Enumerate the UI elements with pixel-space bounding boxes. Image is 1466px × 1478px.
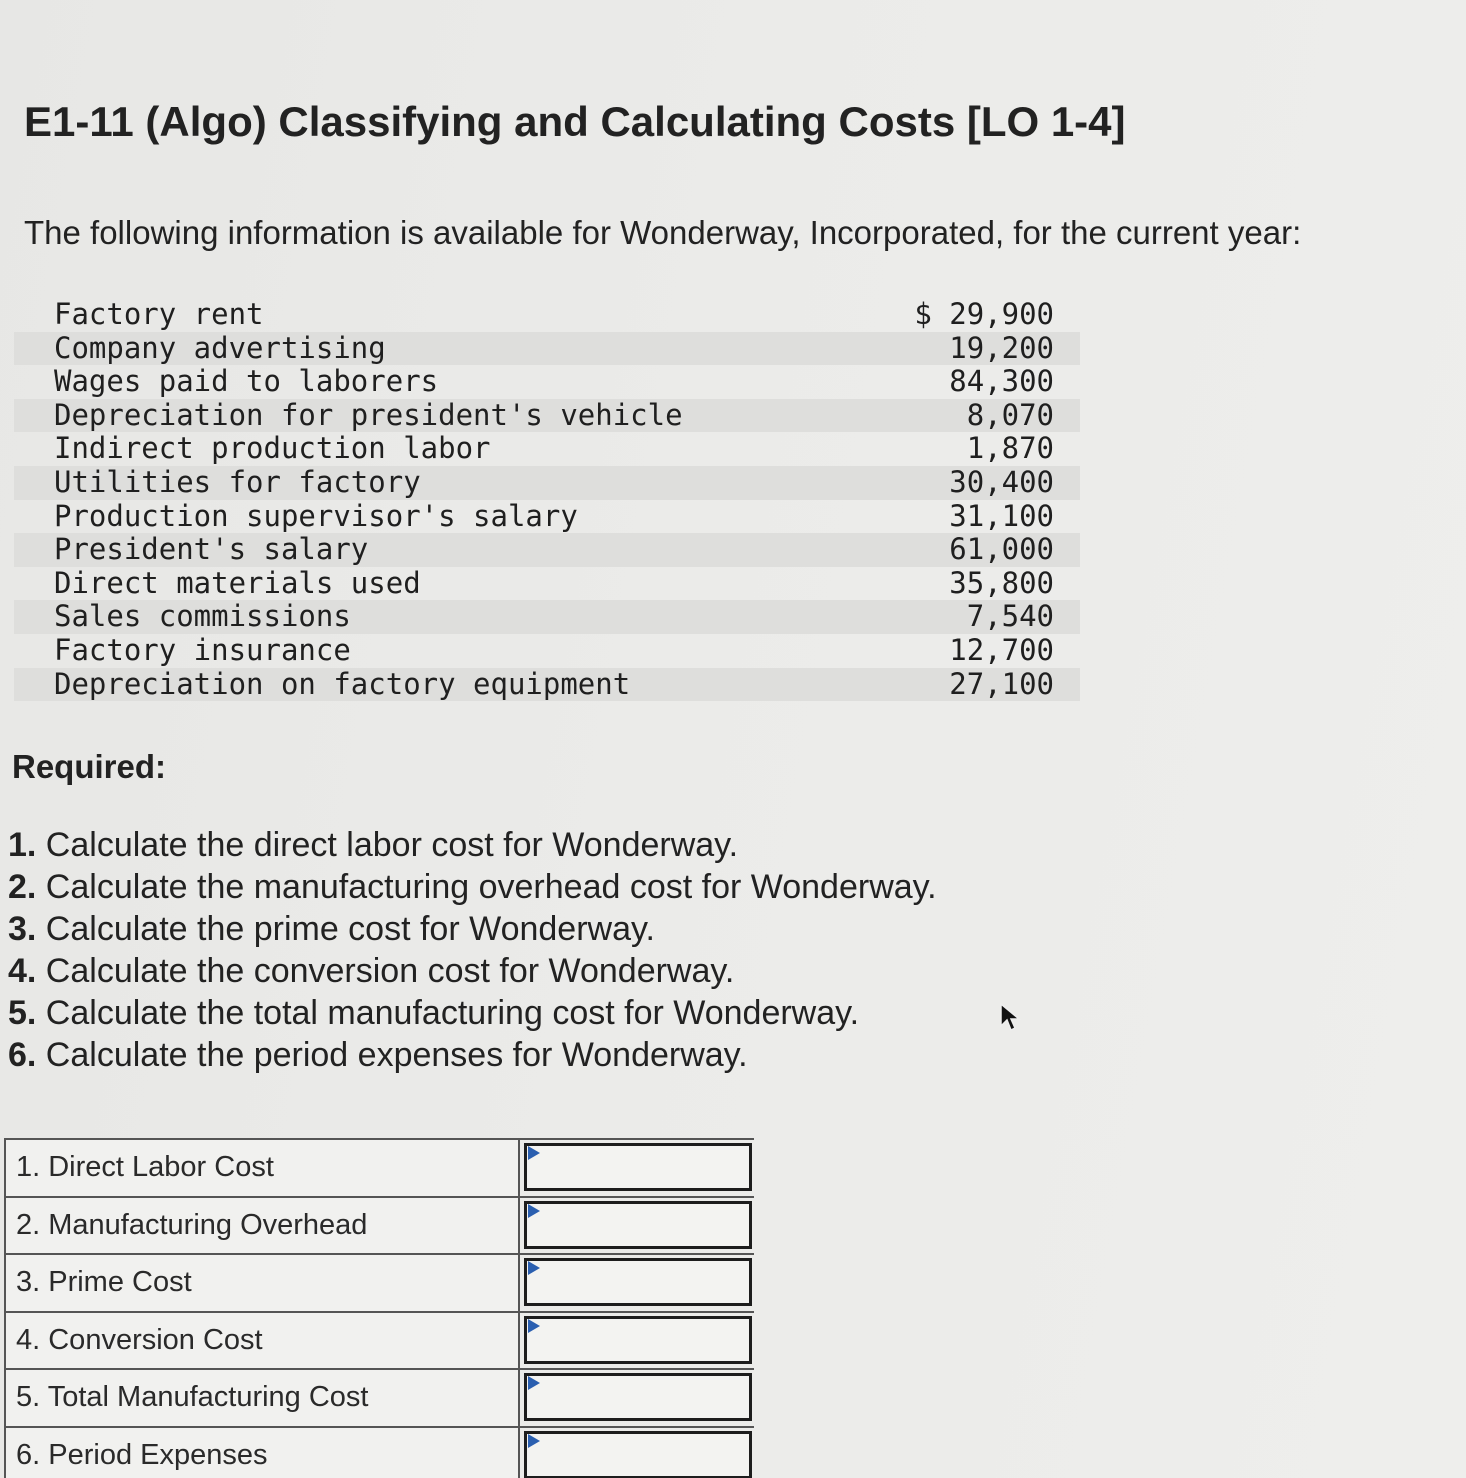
cost-amount: 12,700 xyxy=(949,632,1054,667)
cost-amount: $ 29,900 xyxy=(914,297,1054,331)
cost-amount: 35,800 xyxy=(949,565,1054,600)
cost-label: President's salary xyxy=(54,532,369,567)
answer-row-total-manufacturing-cost xyxy=(4,1370,754,1428)
answer-label: 1. Direct Labor Cost xyxy=(4,1140,520,1196)
cost-row xyxy=(14,668,1080,702)
requirement-text: Calculate the total manufacturing cost for Wonderway. xyxy=(36,994,860,1032)
answer-label: 5. Total Manufacturing Cost xyxy=(4,1370,520,1426)
answer-row-prime-cost xyxy=(4,1255,754,1313)
requirements-list xyxy=(8,824,937,1076)
requirement-item xyxy=(8,824,937,866)
answer-label: 2. Manufacturing Overhead xyxy=(4,1198,520,1254)
requirement-item xyxy=(8,866,937,908)
requirement-text: Calculate the manufacturing overhead cost for Wonderway. xyxy=(36,868,937,906)
cost-label: Factory insurance xyxy=(54,632,351,667)
cost-amount: 7,540 xyxy=(966,599,1054,634)
requirement-number: 2. xyxy=(8,868,37,906)
requirement-item xyxy=(8,1034,937,1076)
intro-text: The following information is available for Wonderway, Incorporated, for the current year: xyxy=(24,214,1302,251)
cost-amount: 27,100 xyxy=(949,666,1054,701)
requirement-text: Calculate the prime cost for Wonderway. xyxy=(36,910,655,948)
input-marker-icon xyxy=(528,1261,540,1275)
cost-label: Direct materials used xyxy=(54,565,421,600)
cost-amount: 1,870 xyxy=(966,431,1054,466)
cost-amount: 84,300 xyxy=(949,364,1054,399)
answer-label: 4. Conversion Cost xyxy=(4,1313,520,1369)
requirement-text: Calculate the period expenses for Wonderway. xyxy=(36,1036,748,1074)
cost-row xyxy=(14,634,1080,668)
cost-row xyxy=(14,298,1080,332)
answer-row-conversion-cost xyxy=(4,1313,754,1371)
prime-cost-input[interactable] xyxy=(524,1258,752,1306)
answer-row-direct-labor xyxy=(4,1138,754,1198)
cost-amount: 30,400 xyxy=(949,464,1054,499)
cost-row xyxy=(14,432,1080,466)
input-marker-icon xyxy=(528,1434,540,1448)
requirement-item xyxy=(8,950,937,992)
answer-row-period-expenses xyxy=(4,1428,754,1478)
input-marker-icon xyxy=(528,1146,540,1160)
cost-amount: 8,070 xyxy=(966,397,1054,432)
cost-label: Sales commissions xyxy=(54,599,351,634)
requirement-number: 1. xyxy=(8,826,37,864)
cost-label: Production supervisor's salary xyxy=(54,498,578,533)
cost-row xyxy=(14,500,1080,534)
cost-amount: 61,000 xyxy=(949,532,1054,567)
cost-amount: 19,200 xyxy=(949,330,1054,365)
requirement-number: 3. xyxy=(8,910,37,948)
total-manufacturing-cost-input[interactable] xyxy=(524,1373,752,1421)
direct-labor-cost-input[interactable] xyxy=(524,1143,752,1191)
requirement-number: 6. xyxy=(8,1036,37,1074)
conversion-cost-input[interactable] xyxy=(524,1316,752,1364)
cost-row xyxy=(14,332,1080,366)
answer-row-manufacturing-overhead xyxy=(4,1198,754,1256)
requirement-text: Calculate the direct labor cost for Wonderway. xyxy=(36,826,739,864)
requirement-number: 5. xyxy=(8,994,37,1032)
cost-row xyxy=(14,399,1080,433)
requirement-text: Calculate the conversion cost for Wonderway. xyxy=(36,952,735,990)
cost-row xyxy=(14,466,1080,500)
answer-label: 6. Period Expenses xyxy=(4,1428,520,1478)
answer-table xyxy=(4,1138,754,1478)
requirement-item xyxy=(8,992,937,1034)
cost-label: Indirect production labor xyxy=(54,431,491,466)
cost-label: Utilities for factory xyxy=(54,464,421,499)
manufacturing-overhead-input[interactable] xyxy=(524,1201,752,1249)
cost-row xyxy=(14,365,1080,399)
cost-data-table xyxy=(14,298,1080,701)
requirement-number: 4. xyxy=(8,952,37,990)
page-title: E1-11 (Algo) Classifying and Calculating Costs [LO 1-4] xyxy=(24,98,1126,145)
cost-label: Company advertising xyxy=(54,330,386,365)
period-expenses-input[interactable] xyxy=(524,1431,752,1478)
cost-label: Factory rent xyxy=(54,297,264,331)
answer-label: 3. Prime Cost xyxy=(4,1255,520,1311)
input-marker-icon xyxy=(528,1376,540,1390)
cost-amount: 31,100 xyxy=(949,498,1054,533)
cost-row xyxy=(14,567,1080,601)
cost-label: Depreciation on factory equipment xyxy=(54,666,631,701)
input-marker-icon xyxy=(528,1319,540,1333)
cost-label: Wages paid to laborers xyxy=(54,364,439,399)
cost-label: Depreciation for president's vehicle xyxy=(54,397,683,432)
mouse-pointer-icon xyxy=(998,1002,1022,1032)
cost-row xyxy=(14,600,1080,634)
input-marker-icon xyxy=(528,1204,540,1218)
cost-row xyxy=(14,533,1080,567)
requirement-item xyxy=(8,908,937,950)
required-heading: Required: xyxy=(12,748,167,785)
